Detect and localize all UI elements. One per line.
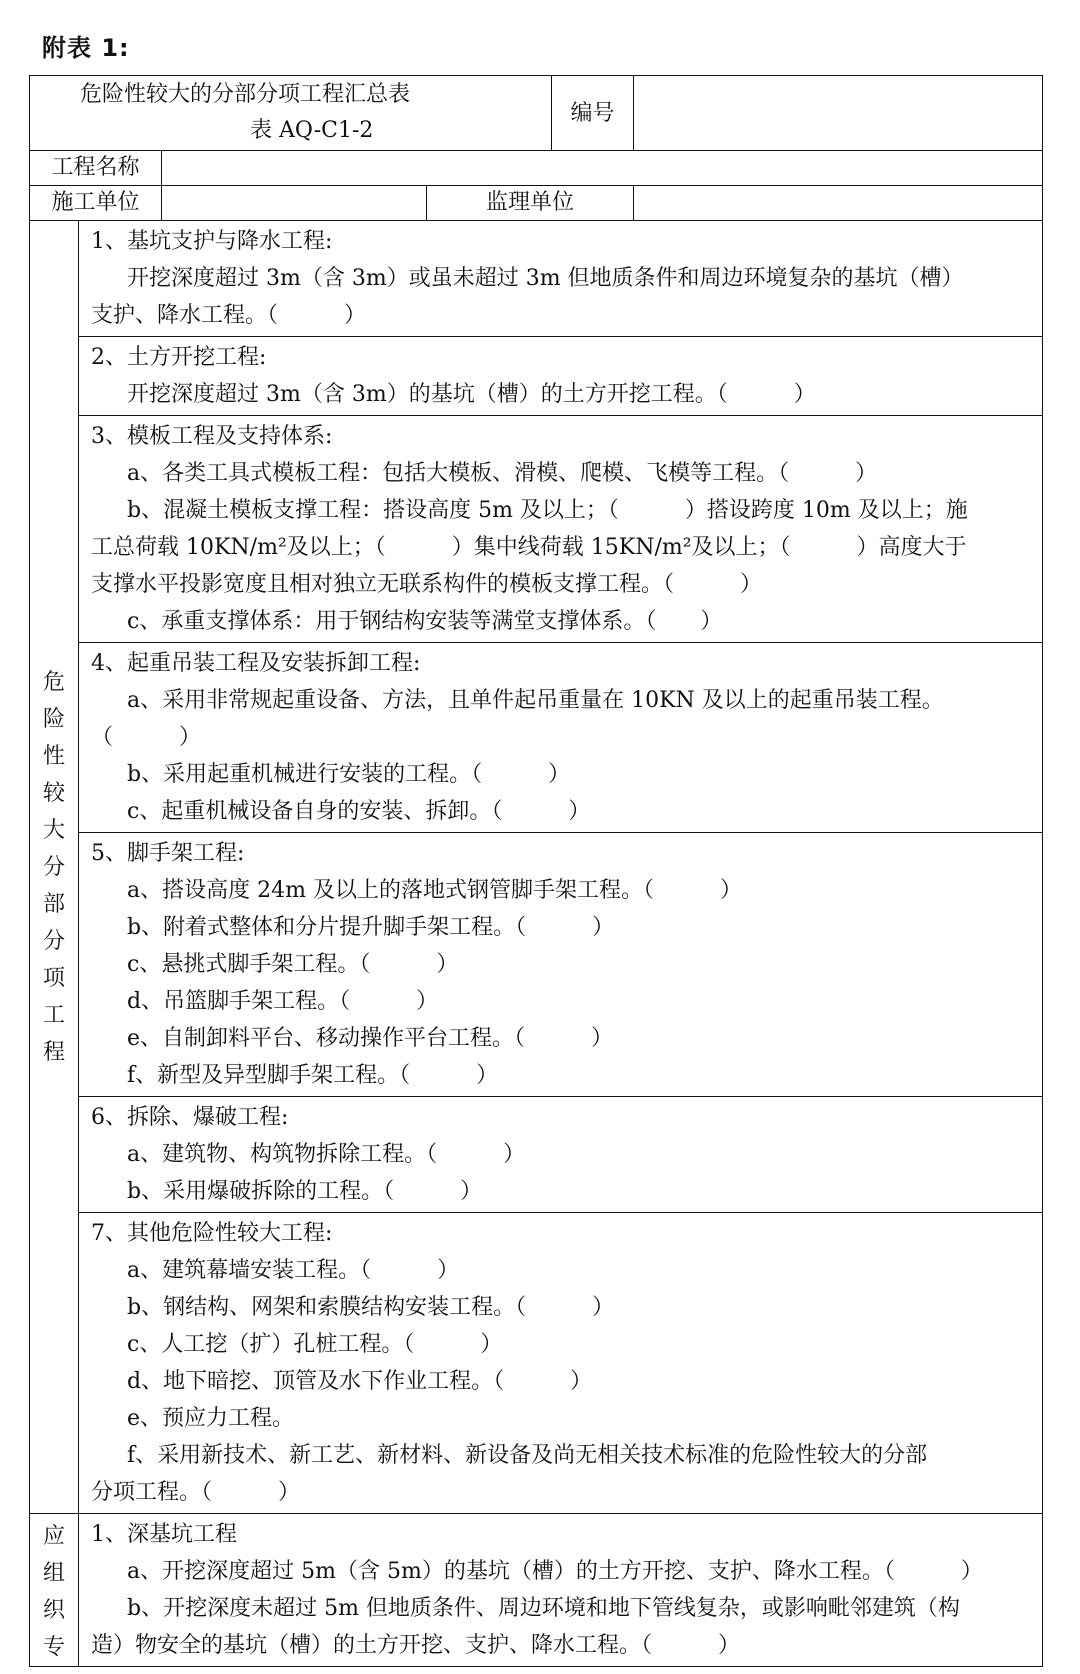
form-title: 危险性较大的分部分项工程汇总表 bbox=[80, 82, 411, 107]
section-item: c、承重支撑体系：用于钢结构安装等满堂支撑体系。（ ） bbox=[127, 609, 723, 634]
section-item: 开挖深度超过 3m（含 3m）或虽未超过 3m 但地质条件和周边环境复杂的基坑（槽） bbox=[127, 266, 964, 291]
section-item: c、悬挑式脚手架工程。（ ） bbox=[127, 952, 459, 977]
section-item: d、地下暗挖、顶管及水下作业工程。（ ） bbox=[127, 1369, 593, 1394]
section-item: a、采用非常规起重设备、方法，且单件起吊重量在 10KN 及以上的起重吊装工程。 bbox=[127, 688, 944, 713]
section-item: e、预应力工程。 bbox=[127, 1406, 295, 1431]
category-char: 分 bbox=[42, 854, 65, 880]
document-title: 附表 1: bbox=[42, 34, 130, 62]
section-item: （ ） bbox=[91, 725, 202, 750]
section-title: 2、土方开挖工程: bbox=[91, 345, 267, 370]
section-item: d、吊篮脚手架工程。（ ） bbox=[127, 989, 439, 1014]
section-lifting bbox=[79, 643, 1043, 833]
category-label-expert-review bbox=[30, 1514, 79, 1667]
section-title: 6、拆除、爆破工程: bbox=[91, 1105, 289, 1130]
section-item: b、采用爆破拆除的工程。（ ） bbox=[127, 1179, 483, 1204]
section-title: 4、起重吊装工程及安装拆卸工程: bbox=[91, 651, 421, 676]
section-item: 支撑水平投影宽度且相对独立无联系构件的模板支撑工程。（ ） bbox=[91, 572, 763, 597]
section-demolition bbox=[79, 1097, 1043, 1213]
project-name-label: 工程名称 bbox=[30, 151, 162, 186]
section-item: b、附着式整体和分片提升脚手架工程。（ ） bbox=[127, 915, 615, 940]
section-item: a、建筑幕墙安装工程。（ ） bbox=[127, 1258, 460, 1283]
section-title: 3、模板工程及支持体系: bbox=[91, 424, 333, 449]
section-item: c、起重机械设备自身的安装、拆卸。（ ） bbox=[127, 799, 591, 824]
section-title: 5、脚手架工程: bbox=[91, 841, 245, 866]
section-formwork bbox=[79, 416, 1043, 643]
section-item: f、新型及异型脚手架工程。（ ） bbox=[127, 1063, 499, 1088]
section-item: 分项工程。（ ） bbox=[91, 1480, 301, 1505]
category-char: 大 bbox=[42, 817, 65, 843]
category-char: 专 bbox=[42, 1635, 65, 1660]
category-char: 较 bbox=[42, 780, 65, 806]
section-foundation-pit bbox=[79, 221, 1043, 337]
section-item: 工总荷载 10KN/m²及以上；（ ）集中线荷载 15KN/m²及以上；（ ）高度大于 bbox=[91, 535, 967, 560]
project-name-field[interactable] bbox=[162, 151, 1043, 186]
supervision-unit-label: 监理单位 bbox=[427, 186, 634, 221]
summary-form-table bbox=[29, 75, 1043, 1667]
section-title: 1、基坑支护与降水工程: bbox=[91, 229, 333, 254]
supervision-unit-field[interactable] bbox=[634, 186, 1043, 221]
category-char: 部 bbox=[42, 891, 65, 917]
section-item: 支护、降水工程。（ ） bbox=[91, 303, 367, 328]
section-item: b、采用起重机械进行安装的工程。（ ） bbox=[127, 762, 571, 787]
section-title: 7、其他危险性较大工程: bbox=[91, 1221, 333, 1246]
section-item: a、建筑物、构筑物拆除工程。（ ） bbox=[127, 1142, 526, 1167]
section-item: b、钢结构、网架和索膜结构安装工程。（ ） bbox=[127, 1295, 615, 1320]
section-item: 开挖深度超过 3m（含 3m）的基坑（槽）的土方开挖工程。（ ） bbox=[127, 382, 816, 407]
construction-unit-field[interactable] bbox=[162, 186, 427, 221]
section-item: f、采用新技术、新工艺、新材料、新设备及尚无相关技术标准的危险性较大的分部 bbox=[127, 1443, 928, 1468]
category-char: 分 bbox=[42, 928, 65, 954]
section-other bbox=[79, 1213, 1043, 1514]
section-item: b、开挖深度未超过 5m 但地质条件、周边环境和地下管线复杂，或影响毗邻建筑（构 bbox=[127, 1596, 960, 1621]
category-char: 应 bbox=[42, 1524, 65, 1549]
category-char: 织 bbox=[42, 1598, 65, 1623]
section-item: c、人工挖（扩）孔桩工程。（ ） bbox=[127, 1332, 503, 1357]
section-title: 1、深基坑工程 bbox=[91, 1522, 237, 1547]
section-deep-pit bbox=[79, 1514, 1043, 1667]
category-char: 项 bbox=[42, 965, 65, 991]
category-char: 程 bbox=[42, 1039, 65, 1065]
section-item: e、自制卸料平台、移动操作平台工程。（ ） bbox=[127, 1026, 614, 1051]
form-code: 表 AQ-C1-2 bbox=[250, 118, 374, 143]
category-char: 危 bbox=[42, 669, 65, 695]
bianhao-label: 编号 bbox=[552, 76, 634, 151]
section-earthwork bbox=[79, 337, 1043, 416]
section-scaffolding bbox=[79, 833, 1043, 1097]
section-item: a、各类工具式模板工程：包括大模板、滑模、爬模、飞模等工程。（ ） bbox=[127, 461, 878, 486]
section-item: b、混凝土模板支撑工程：搭设高度 5m 及以上；（ ）搭设跨度 10m 及以上；施 bbox=[127, 498, 968, 523]
category-char: 工 bbox=[42, 1002, 65, 1028]
section-item: a、开挖深度超过 5m（含 5m）的基坑（槽）的土方开挖、支护、降水工程。（ ） bbox=[127, 1559, 983, 1584]
section-item: a、搭设高度 24m 及以上的落地式钢管脚手架工程。（ ） bbox=[127, 878, 742, 903]
form-header-title bbox=[30, 76, 552, 151]
category-char: 险 bbox=[42, 706, 65, 732]
bianhao-value-field[interactable] bbox=[634, 76, 1043, 151]
section-item: 造）物安全的基坑（槽）的土方开挖、支护、降水工程。（ ） bbox=[91, 1633, 741, 1658]
category-char: 组 bbox=[42, 1561, 65, 1586]
category-label-dangerous-works bbox=[30, 221, 79, 1514]
category-char: 性 bbox=[42, 743, 65, 769]
construction-unit-label: 施工单位 bbox=[30, 186, 162, 221]
